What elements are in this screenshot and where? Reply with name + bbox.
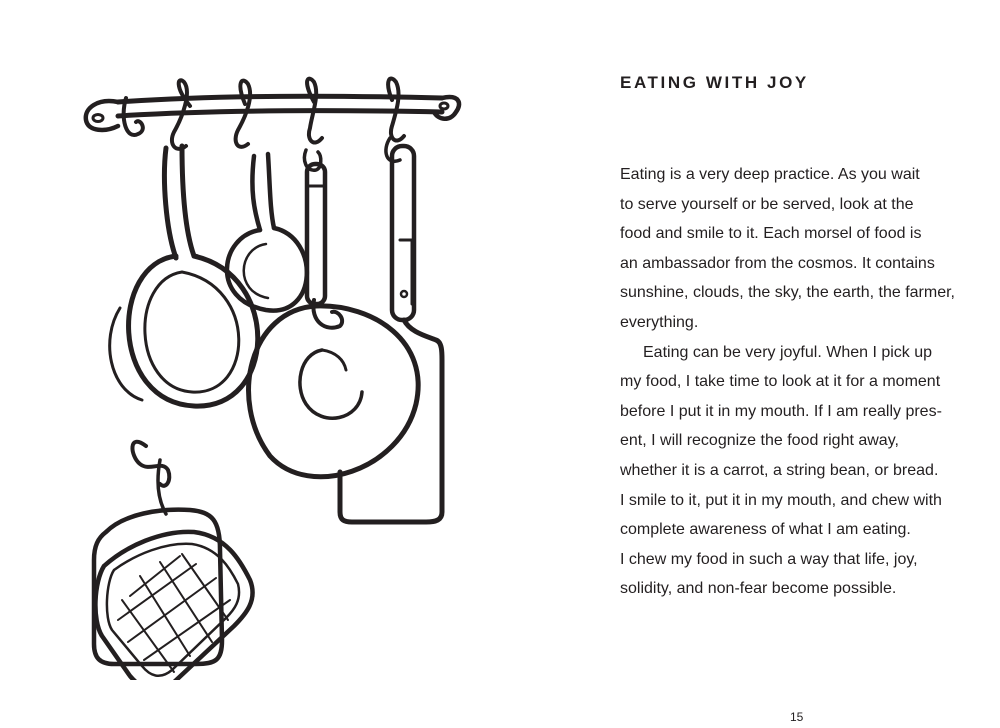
text-line: everything. [620,313,699,331]
hanging-rail [86,96,459,135]
paragraph-2 [620,338,992,604]
text-line: complete awareness of what I am eating. [620,521,911,539]
body-text [620,160,992,604]
text-line: to serve yourself or be served, look at the [620,195,914,213]
text-line: an ambassador from the cosmos. It contains [620,254,935,272]
text-line: whether it is a carrot, a string bean, or bread. [620,461,939,479]
text-line: my food, I take time to look at it for a moment [620,373,941,391]
text-line: solidity, and non-fear become possible. [620,580,897,598]
potholders [94,442,253,680]
text-line: I chew my food in such a way that life, joy, [620,550,918,568]
page-number: 15 [790,710,804,724]
paragraph-1 [620,160,992,338]
hanging-pots-and-potholders-icon [70,60,490,680]
text-line: I smile to it, put it in my mouth, and chew with [620,491,942,509]
text-line: food and smile to it. Each morsel of food is [620,225,922,243]
text-line: ent, I will recognize the food right away, [620,432,899,450]
text-line: Eating is a very deep practice. As you wait [620,166,920,183]
text-line: sunshine, clouds, the sky, the earth, the farmer, [620,284,955,302]
large-skillet [110,146,258,406]
text-line: before I put it in my mouth. If I am really pres- [620,402,942,420]
text-line: Eating can be very joyful. When I pick up [643,343,933,361]
chapter-title: EATING WITH JOY [620,73,809,92]
cookware-illustration [70,60,490,680]
